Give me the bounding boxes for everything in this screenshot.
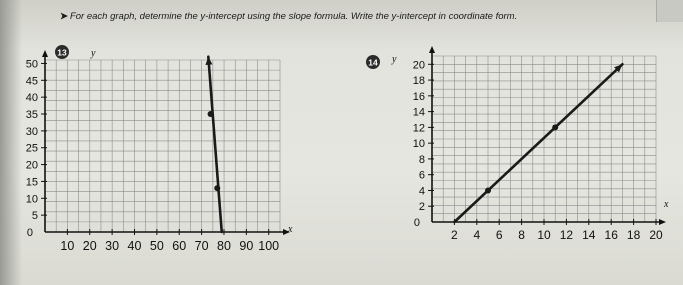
y-tick-label: 10 <box>412 138 425 151</box>
y-tick-label: 8 <box>418 153 425 166</box>
data-point <box>552 124 558 130</box>
x-axis-label: x <box>664 199 669 210</box>
x-tick-label: 8 <box>518 228 525 242</box>
y-tick-label: 5 <box>31 210 38 223</box>
y-tick-label: 18 <box>412 75 425 88</box>
y-axis-label: y <box>392 54 397 65</box>
y-tick-label: 25 <box>25 142 38 155</box>
x-tick-label: 100 <box>258 239 280 253</box>
origin-label: 0 <box>26 227 33 239</box>
x-tick-label: 90 <box>239 239 254 253</box>
x-tick-label: 12 <box>559 228 574 242</box>
origin-label: 0 <box>413 217 420 229</box>
arrow-icon: ➤ <box>60 11 68 22</box>
x-tick-label: 14 <box>582 228 596 242</box>
x-tick-label: 20 <box>82 239 97 253</box>
x-tick-label: 10 <box>537 228 551 242</box>
x-tick-label: 16 <box>604 228 618 242</box>
x-tick-label: 40 <box>127 239 142 253</box>
y-tick-label: 10 <box>25 193 38 206</box>
y-tick-label: 15 <box>25 176 38 189</box>
x-tick-label: 2 <box>451 228 458 242</box>
problem-number: 14 <box>368 57 378 68</box>
y-tick-label: 50 <box>25 58 38 71</box>
x-axis-label: x <box>288 224 293 235</box>
y-tick-label: 14 <box>412 106 425 119</box>
y-tick-label: 20 <box>412 59 425 72</box>
x-tick-label: 80 <box>217 239 231 253</box>
x-tick-label: 6 <box>495 228 503 242</box>
x-tick-label: 50 <box>149 239 164 253</box>
x-tick-label: 20 <box>649 228 663 242</box>
y-tick-label: 30 <box>25 125 38 138</box>
y-tick-label: 6 <box>418 169 425 182</box>
data-point <box>485 187 491 193</box>
x-tick-label: 30 <box>105 239 120 253</box>
y-tick-label: 16 <box>412 90 425 103</box>
y-axis-label: y <box>91 48 96 59</box>
data-line <box>454 64 622 222</box>
x-tick-label: 70 <box>194 239 209 253</box>
y-tick-label: 40 <box>25 92 38 105</box>
instructions-text: For each graph, determine the y-intercept using the slope formula. Write the y-intercept in coordinate form. <box>69 11 518 22</box>
x-tick-label: 4 <box>473 228 481 242</box>
y-tick-label: 4 <box>418 185 425 198</box>
y-tick-label: 35 <box>25 109 38 122</box>
y-tick-label: 12 <box>412 122 425 135</box>
x-axis-arrow-icon <box>659 219 666 225</box>
y-tick-label: 20 <box>25 159 38 172</box>
y-axis-arrow-icon <box>429 46 435 53</box>
problem-number: 13 <box>57 47 67 58</box>
x-tick-label: 10 <box>60 239 75 253</box>
x-tick-label: 18 <box>626 228 641 242</box>
y-tick-label: 2 <box>418 201 425 214</box>
y-tick-label: 45 <box>25 75 38 88</box>
x-tick-label: 60 <box>172 239 187 253</box>
